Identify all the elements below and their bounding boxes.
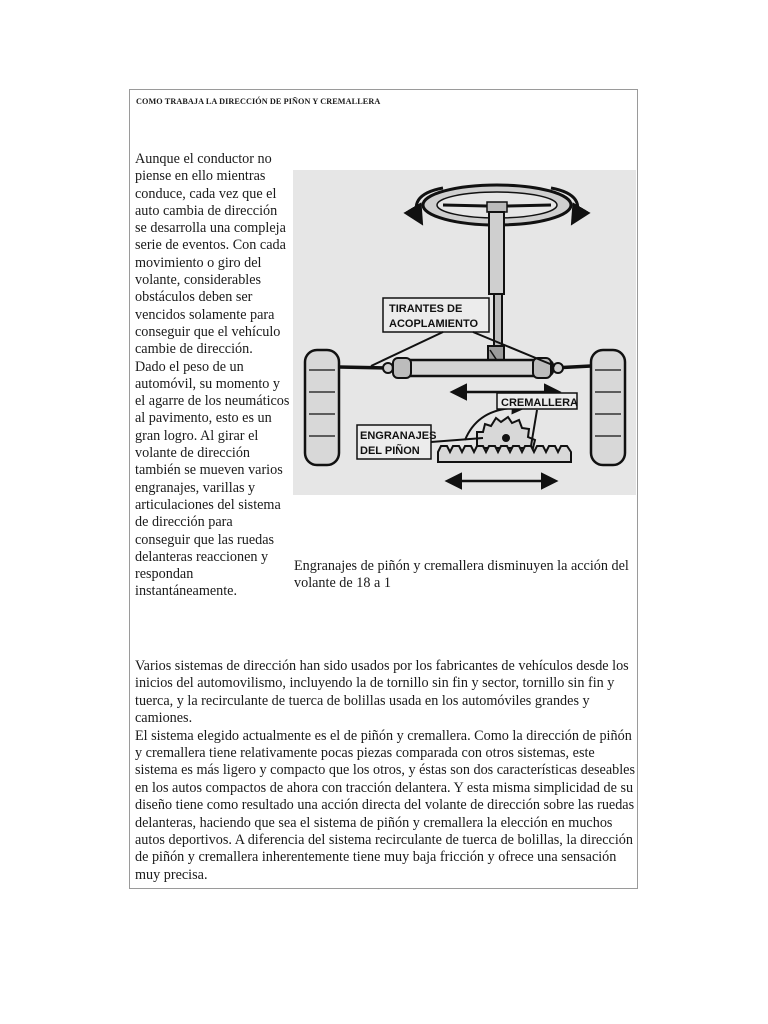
pinion-gear [477,417,535,448]
body-text [135,658,635,884]
body-paragraph: Varios sistemas de dirección han sido usados por los fabricantes de vehículos desde los inicios del automovilismo, incluyendo la de tornillo sin fin y sector, tornillo sin fin y tuerca, y la recirculante de tuerca de bolillas usada en los automóviles grandes y camiones. [135,658,629,727]
document-page [129,89,638,889]
label-engranajes-line1: ENGRANAJES [360,430,437,442]
rack-gear [438,446,571,462]
label-tirantes-line2: ACOPLAMIENTO [389,318,479,330]
label-engranajes-line2: DEL PIÑON [360,445,420,457]
left-wheel [305,350,339,465]
intro-text [135,151,291,601]
steering-diagram [293,170,636,495]
steering-column [488,212,504,372]
label-tirantes-line1: TIRANTES DE [389,303,463,315]
label-cremallera-text: CREMALLERA [501,397,578,409]
right-wheel [591,350,625,465]
body-paragraph: El sistema elegido actualmente es el de piñón y cremallera. Como la dirección de piñón y cremallera tiene relativamente pocas piezas comparada con otros sistemas, este sistema es más ligero y compacto que los otros, y éstas son dos características deseables en los autos compactos de ahora con tracción delantera. Y esta misma simplicidad de su diseño tiene como resultado una acción directa del volante de dirección sobre las ruedas delanteras, haciendo que sea el sistema de piñón y cremallera la elección en muchos autos deportivos. A diferencia del sistema recirculante de tuerca de bolillas, la dirección de piñón y cremallera inherentemente tiene muy baja fricción y ofrece una sensación muy precisa. [135,727,635,883]
intro-paragraph: Dado el peso de un automóvil, su momento y el agarre de los neumáticos al pavimento, esto es un gran logro. Al girar el volante de dirección también se mueven varios engranajes, varillas y articulaciones del sistema de dirección para conseguir que las ruedas delanteras reaccionen y respondan instantáneamente. [135,358,290,600]
intro-paragraph: Aunque el conductor no piense en ello mientras conduce, cada vez que el auto cambia de dirección se desarrolla una compleja serie de eventos. Con cada movimiento o giro del volante, considerables obstáculos deben ser vencidos solamente para conseguir que el vehículo cambie de dirección. [135,151,286,358]
figure-caption: Engranajes de piñón y cremallera disminuyen la acción del volante de 18 a 1 [294,558,629,592]
rack-housing [393,358,553,378]
label-tirantes [371,298,555,366]
document-title: COMO TRABAJA LA DIRECCIÓN DE PIÑON Y CREMALLERA [136,97,381,106]
